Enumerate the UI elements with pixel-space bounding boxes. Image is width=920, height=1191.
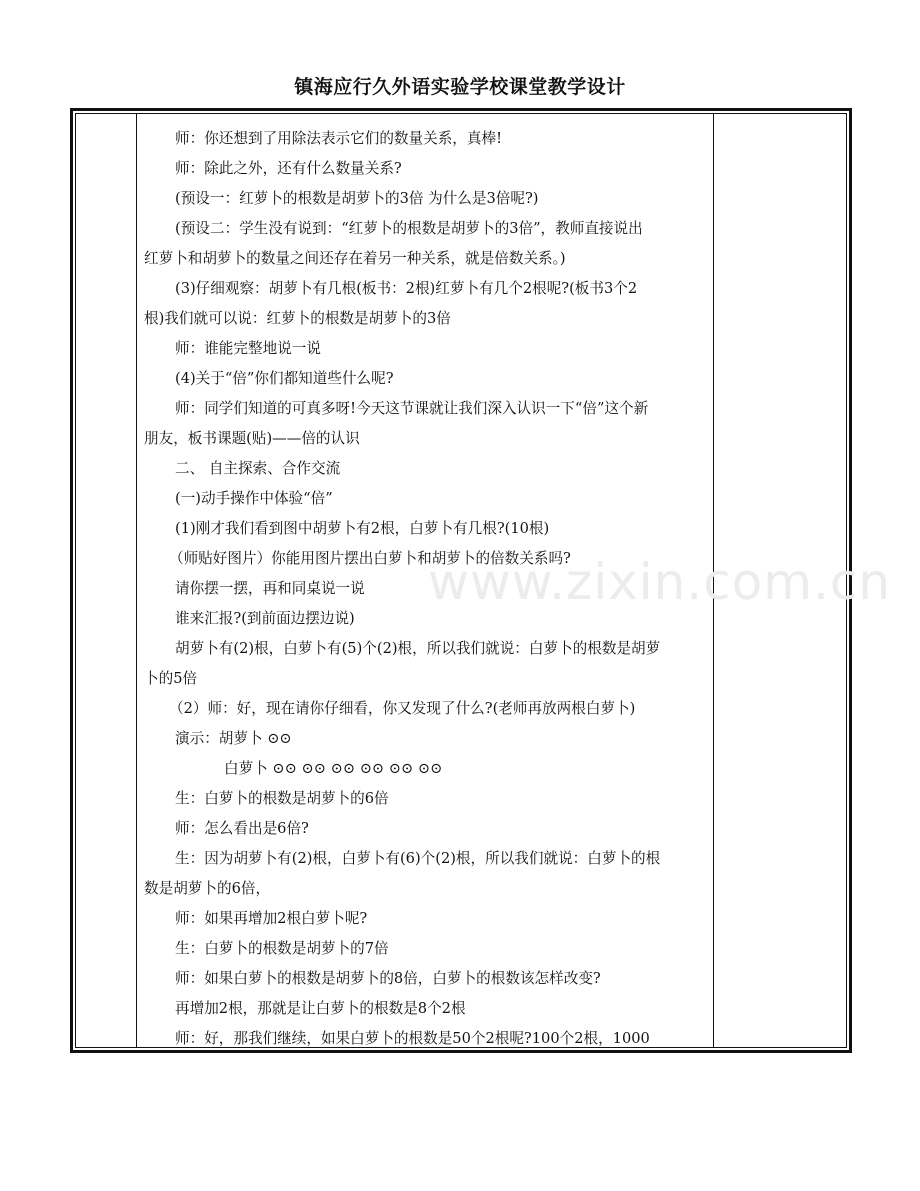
text-line: (4)关于“倍”你们都知道些什么呢? — [175, 370, 394, 387]
text-line: 师：好，那我们继续，如果白萝卜的根数是50个2根呢?100个2根，1000 — [175, 1030, 650, 1047]
text-line: 生：白萝卜的根数是胡萝卜的7倍 — [175, 940, 389, 957]
text-line: 红萝卜和胡萝卜的数量之间还存在着另一种关系，就是倍数关系。) — [144, 250, 566, 267]
text-line: 胡萝卜有(2)根，白萝卜有(5)个(2)根，所以我们就说：白萝卜的根数是胡萝 — [175, 640, 661, 657]
section-heading: 二、 自主探索、合作交流 — [175, 460, 341, 477]
text-line: 谁来汇报?(到前面边摆边说) — [175, 610, 355, 627]
watermark: www.zixin.com.cn — [428, 553, 892, 611]
text-line: (3)仔细观察：胡萝卜有几根(板书：2根)红萝卜有几个2根呢?(板书3个2 — [175, 280, 638, 297]
text-line: 师：怎么看出是6倍? — [175, 820, 309, 837]
text-line: （师贴好图片）你能用图片摆出白萝卜和胡萝卜的倍数关系吗? — [169, 550, 571, 567]
text-line: (预设二：学生没有说到：“红萝卜的根数是胡萝卜的3倍”，教师直接说出 — [175, 220, 643, 237]
text-line: 再增加2根，那就是让白萝卜的根数是8个2根 — [175, 1000, 466, 1017]
text-line: 生：白萝卜的根数是胡萝卜的6倍 — [175, 790, 389, 807]
page-title: 镇海应行久外语实验学校课堂教学设计 — [294, 76, 626, 98]
text-line: 师：除此之外，还有什么数量关系? — [175, 160, 402, 177]
text-line: (1)刚才我们看到图中胡萝卜有2根，白萝卜有几根?(10根) — [175, 520, 550, 537]
text-line: 师：同学们知道的可真多呀!今天这节课就让我们深入认识一下“倍”这个新 — [175, 400, 649, 417]
demo-line-carrot: 演示：胡萝卜 ⊙⊙ — [175, 730, 292, 747]
text-line: 根)我们就可以说：红萝卜的根数是胡萝卜的3倍 — [144, 310, 451, 327]
text-line: 数是胡萝卜的6倍， — [144, 880, 271, 897]
text-line: 请你摆一摆，再和同桌说一说 — [175, 580, 365, 597]
text-line: 卜的5倍 — [144, 670, 198, 687]
text-line: (一)动手操作中体验“倍” — [175, 490, 333, 507]
lesson-content — [144, 124, 710, 1054]
column-divider-right — [713, 114, 714, 1047]
demo-line-radish: 白萝卜 ⊙⊙ ⊙⊙ ⊙⊙ ⊙⊙ ⊙⊙ ⊙⊙ — [224, 760, 443, 777]
text-line: 师：谁能完整地说一说 — [175, 340, 321, 357]
text-line: （2）师：好，现在请你仔细看，你又发现了什么?(老师再放两根白萝卜) — [169, 700, 636, 717]
lesson-table-inner-border — [75, 113, 847, 1048]
text-line: 生：因为胡萝卜有(2)根，白萝卜有(6)个(2)根，所以我们就说：白萝卜的根 — [175, 850, 661, 867]
column-divider-left — [136, 114, 137, 1047]
text-line: (预设一：红萝卜的根数是胡萝卜的3倍 为什么是3倍呢?) — [175, 190, 539, 207]
text-line: 师：如果白萝卜的根数是胡萝卜的8倍，白萝卜的根数该怎样改变? — [175, 970, 601, 987]
lesson-table — [70, 108, 852, 1053]
text-line: 朋友，板书课题(贴)——倍的认识 — [144, 430, 360, 447]
text-line: 师：你还想到了用除法表示它们的数量关系，真棒! — [175, 130, 502, 147]
text-line: 师：如果再增加2根白萝卜呢? — [175, 910, 368, 927]
